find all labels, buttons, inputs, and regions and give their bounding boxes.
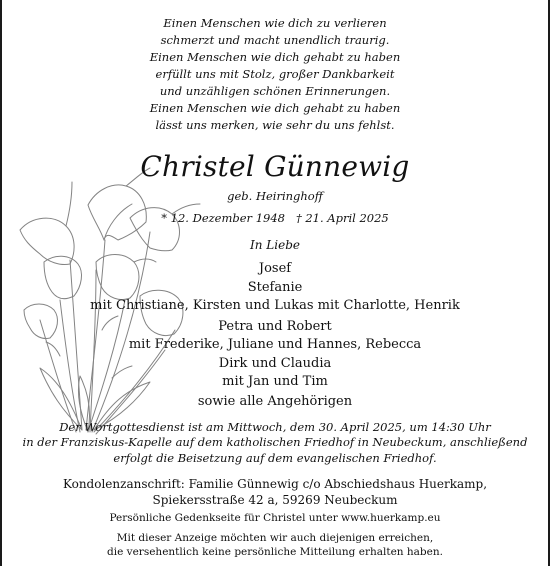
mourner-line: Dirk und Claudia [218, 356, 332, 371]
mourner-line: mit Frederike, Juliane und Hannes, Rebecca [128, 337, 422, 352]
poem-line: Einen Menschen wie dich gehabt zu haben [149, 50, 401, 64]
service-line: Der Wortgottesdienst ist am Mittwoch, dem 30. April 2025, um 14:30 Uhr [59, 420, 491, 434]
closing-line: Mit dieser Anzeige möchten wir auch diejenigen erreichen, [116, 532, 434, 544]
poem-line: schmerzt und macht unendlich traurig. [160, 33, 390, 47]
mourner-line: mit Jan und Tim [222, 374, 328, 389]
mourner-line: Stefanie [247, 280, 303, 295]
birth-name: geb. Heiringhoff [227, 189, 323, 203]
service-line: erfolgt die Beisetzung auf dem evangelischen Friedhof. [113, 451, 437, 465]
memorial-page-note: Persönliche Gedenkseite für Christel unter www.huerkamp.eu [109, 512, 441, 524]
deceased-name: Christel Günnewig [140, 150, 410, 183]
service-line: in der Franziskus-Kapelle auf dem katholischen Friedhof in Neubeckum, anschließend [22, 435, 528, 449]
poem-line: und unzähligen schönen Erinnerungen. [159, 84, 391, 98]
mourner-line: Josef [258, 261, 292, 276]
poem-line: Einen Menschen wie dich zu verlieren [163, 16, 387, 30]
mourner-line: mit Christiane, Kirsten und Lukas mit Charlotte, Henrik [90, 298, 460, 313]
poem-line: Einen Menschen wie dich gehabt zu haben [149, 101, 401, 115]
poem-line: lässt uns merken, wie sehr du uns fehlst. [155, 118, 395, 132]
mourner-line: sowie alle Angehörigen [197, 394, 353, 409]
condolence-address-line: Spiekersstraße 42 a, 59269 Neubeckum [152, 493, 398, 507]
life-dates: * 12. Dezember 1948 † 21. April 2025 [161, 211, 389, 225]
closing-line: die versehentlich keine persönliche Mitteilung erhalten haben. [107, 546, 443, 558]
mourner-line: Petra und Robert [218, 319, 332, 334]
condolence-address-line: Kondolenzanschrift: Familie Günnewig c/o Abschiedshaus Huerkamp, [62, 477, 488, 491]
poem-line: erfüllt uns mit Stolz, großer Dankbarkeit [155, 67, 395, 81]
mourners-intro: In Liebe [250, 238, 300, 252]
